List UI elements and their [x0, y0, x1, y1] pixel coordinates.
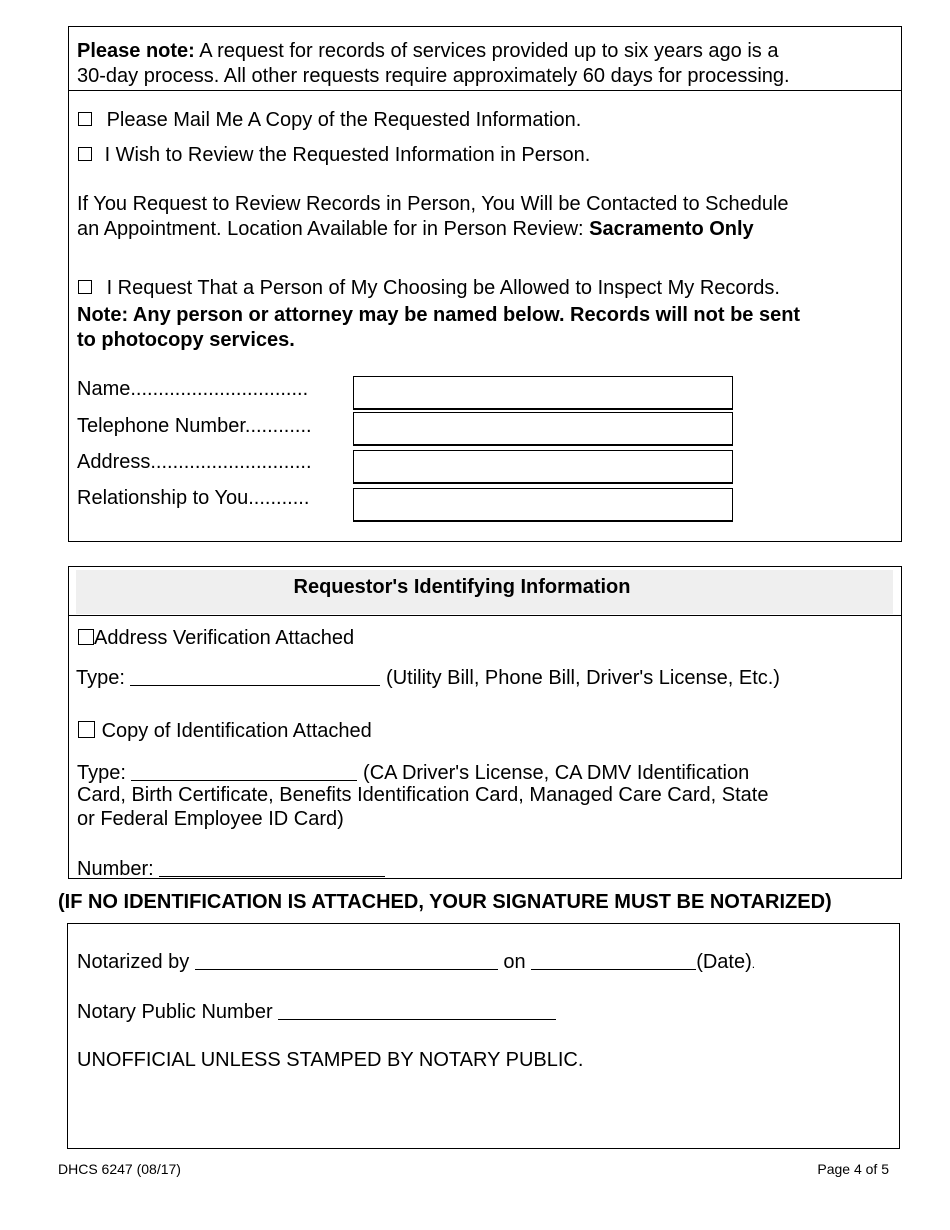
divider — [68, 615, 902, 616]
designee-relationship-label: Relationship to You........... — [77, 487, 310, 509]
mail-copy-option — [78, 108, 581, 132]
notarized-by-line: Notarized by on (Date). — [77, 951, 756, 973]
designee-address-label: Address............................. — [77, 451, 312, 473]
please-note-label: Please note: — [77, 40, 195, 62]
address-type-input[interactable] — [130, 666, 380, 686]
id-copy-option — [78, 719, 372, 743]
id-type-input[interactable] — [131, 761, 357, 781]
contact-info-line1: If You Request to Review Records in Person, You Will be Contacted to Schedule — [77, 193, 789, 215]
designee-name-label: Name................................ — [77, 378, 309, 400]
notary-date-input[interactable] — [531, 950, 696, 970]
mail-copy-label: Please Mail Me A Copy of the Requested Information. — [106, 109, 582, 131]
designee-note-line2: to photocopy services. — [77, 329, 295, 351]
review-in-person-option — [78, 143, 590, 167]
location-value: Sacramento Only — [589, 218, 754, 240]
id-copy-checkbox[interactable] — [78, 721, 95, 738]
contact-info-line2: an Appointment. Location Available for in Person Review: Sacramento Only — [77, 218, 754, 240]
notary-public-number-input[interactable] — [278, 1000, 556, 1020]
notarized-by-input[interactable] — [195, 950, 498, 970]
page-number: Page 4 of 5 — [817, 1161, 889, 1177]
review-in-person-label: I Wish to Review the Requested Information in Person. — [104, 144, 591, 166]
address-type-line: Type: (Utility Bill, Phone Bill, Driver's License, Etc.) — [76, 667, 780, 689]
id-types-line2: Card, Birth Certificate, Benefits Identification Card, Managed Care Card, State — [77, 784, 769, 806]
mail-copy-checkbox[interactable] — [78, 112, 92, 126]
designee-name-input[interactable] — [353, 376, 733, 410]
address-verification-label: Address Verification Attached — [94, 627, 355, 649]
id-types-line3: or Federal Employee ID Card) — [77, 808, 344, 830]
id-number-input[interactable] — [159, 857, 385, 877]
requestor-header-title: Requestor's Identifying Information — [293, 576, 631, 598]
notary-public-number-line: Notary Public Number — [77, 998, 556, 1024]
choose-person-option — [78, 276, 780, 300]
divider — [68, 90, 902, 91]
designee-telephone-label: Telephone Number............ — [77, 415, 312, 437]
id-copy-label: Copy of Identification Attached — [101, 720, 372, 742]
id-type-line: Type: (CA Driver's License, CA DMV Identification — [77, 762, 750, 784]
form-id: DHCS 6247 (08/17) — [58, 1161, 181, 1177]
choose-person-label: I Request That a Person of My Choosing be Allowed to Inspect My Records. — [106, 277, 780, 299]
review-in-person-checkbox[interactable] — [78, 147, 92, 161]
designee-note-line1: Note: Any person or attorney may be named below. Records will not be sent — [77, 304, 801, 326]
address-verification-checkbox[interactable] — [78, 629, 94, 645]
address-verification-option — [78, 626, 354, 650]
id-number-line: Number: — [77, 855, 385, 881]
unofficial-notice: UNOFFICIAL UNLESS STAMPED BY NOTARY PUBLIC. — [77, 1049, 584, 1071]
please-note-line1: Please note: A request for records of services provided up to six years ago is a — [77, 40, 779, 62]
designee-relationship-input[interactable] — [353, 488, 733, 522]
choose-person-checkbox[interactable] — [78, 280, 92, 294]
notarization-warning: (IF NO IDENTIFICATION IS ATTACHED, YOUR SIGNATURE MUST BE NOTARIZED) — [58, 891, 832, 913]
please-note-line2: 30-day process. All other requests require approximately 60 days for processing. — [77, 65, 790, 87]
designee-telephone-input[interactable] — [353, 412, 733, 446]
designee-address-input[interactable] — [353, 450, 733, 484]
